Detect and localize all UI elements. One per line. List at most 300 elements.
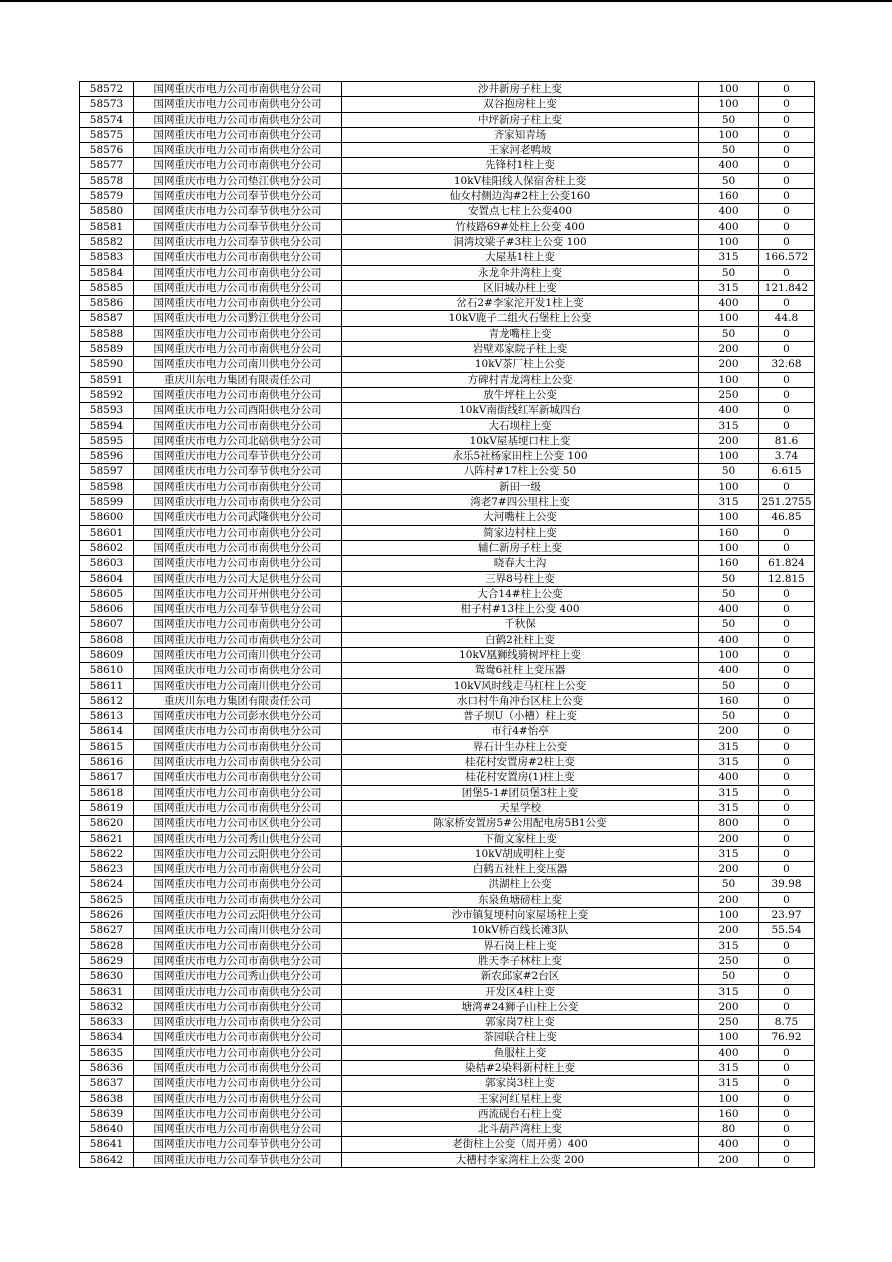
row-id-cell: 58635 xyxy=(80,1045,134,1060)
row-id-cell: 58590 xyxy=(80,357,134,372)
row-value-cell: 0 xyxy=(759,219,815,234)
row-capacity-cell: 100 xyxy=(699,647,759,662)
row-id-cell: 58641 xyxy=(80,1137,134,1152)
row-id-cell: 58610 xyxy=(80,663,134,678)
table-row xyxy=(80,82,815,97)
table-row xyxy=(80,571,815,586)
row-value-cell: 0 xyxy=(759,831,815,846)
row-value-cell: 0 xyxy=(759,204,815,219)
table-row xyxy=(80,800,815,815)
row-capacity-cell: 160 xyxy=(699,1106,759,1121)
row-capacity-cell: 315 xyxy=(699,846,759,861)
row-id-cell: 58612 xyxy=(80,693,134,708)
row-name-cell: 永乐5社杨家田柱上公变 100 xyxy=(342,449,699,464)
row-capacity-cell: 315 xyxy=(699,800,759,815)
row-id-cell: 58577 xyxy=(80,158,134,173)
table-row xyxy=(80,372,815,387)
table-row xyxy=(80,1061,815,1076)
row-value-cell: 0 xyxy=(759,1137,815,1152)
table-row xyxy=(80,892,815,907)
row-value-cell: 0 xyxy=(759,693,815,708)
row-id-cell: 58598 xyxy=(80,479,134,494)
row-value-cell: 0 xyxy=(759,403,815,418)
row-id-cell: 58591 xyxy=(80,372,134,387)
row-name-cell: 10kV南街线红军新城四台 xyxy=(342,403,699,418)
row-org-cell: 国网重庆市电力公司奉节供电分公司 xyxy=(134,1152,342,1167)
row-value-cell: 0 xyxy=(759,1106,815,1121)
row-id-cell: 58589 xyxy=(80,342,134,357)
table-row xyxy=(80,632,815,647)
row-org-cell: 国网重庆市电力公司市南供电分公司 xyxy=(134,418,342,433)
row-value-cell: 0 xyxy=(759,999,815,1014)
row-value-cell: 6.615 xyxy=(759,464,815,479)
row-org-cell: 国网重庆市电力公司市南供电分公司 xyxy=(134,250,342,265)
row-name-cell: 青龙嘴柱上变 xyxy=(342,326,699,341)
row-org-cell: 国网重庆市电力公司秀山供电分公司 xyxy=(134,969,342,984)
data-table xyxy=(79,81,815,1168)
row-value-cell: 0 xyxy=(759,1122,815,1137)
row-org-cell: 国网重庆市电力公司市南供电分公司 xyxy=(134,112,342,127)
row-org-cell: 国网重庆市电力公司市南供电分公司 xyxy=(134,938,342,953)
row-capacity-cell: 400 xyxy=(699,403,759,418)
row-value-cell: 0 xyxy=(759,984,815,999)
row-name-cell: 白鹤五社柱上变压器 xyxy=(342,862,699,877)
table-row xyxy=(80,602,815,617)
table-row xyxy=(80,755,815,770)
row-value-cell: 0 xyxy=(759,953,815,968)
table-row xyxy=(80,250,815,265)
row-capacity-cell: 315 xyxy=(699,418,759,433)
row-name-cell: 大石坝柱上变 xyxy=(342,418,699,433)
row-name-cell: 安置点七柱上公变400 xyxy=(342,204,699,219)
row-id-cell: 58639 xyxy=(80,1106,134,1121)
row-org-cell: 国网重庆市电力公司市南供电分公司 xyxy=(134,1076,342,1091)
row-value-cell: 0 xyxy=(759,892,815,907)
row-id-cell: 58596 xyxy=(80,449,134,464)
table-row xyxy=(80,433,815,448)
row-name-cell: 湾老7#四公里柱上变 xyxy=(342,495,699,510)
row-name-cell: 陈家桥安置房5#公用配电房5B1公变 xyxy=(342,816,699,831)
row-capacity-cell: 100 xyxy=(699,908,759,923)
row-value-cell: 0 xyxy=(759,173,815,188)
row-name-cell: 天星学校 xyxy=(342,800,699,815)
table-row xyxy=(80,296,815,311)
row-capacity-cell: 400 xyxy=(699,1137,759,1152)
row-capacity-cell: 100 xyxy=(699,1030,759,1045)
row-id-cell: 58605 xyxy=(80,586,134,601)
row-value-cell: 55.54 xyxy=(759,923,815,938)
row-capacity-cell: 315 xyxy=(699,1061,759,1076)
row-id-cell: 58578 xyxy=(80,173,134,188)
row-name-cell: 界石岗上柱上变 xyxy=(342,938,699,953)
row-org-cell: 国网重庆市电力公司奉节供电分公司 xyxy=(134,189,342,204)
row-value-cell: 46.85 xyxy=(759,510,815,525)
row-capacity-cell: 250 xyxy=(699,387,759,402)
table-row xyxy=(80,556,815,571)
row-name-cell: 岔石2#李家沱开发1柱上变 xyxy=(342,296,699,311)
row-capacity-cell: 100 xyxy=(699,311,759,326)
row-capacity-cell: 50 xyxy=(699,678,759,693)
table-row xyxy=(80,1137,815,1152)
row-id-cell: 58608 xyxy=(80,632,134,647)
row-capacity-cell: 200 xyxy=(699,357,759,372)
row-name-cell: 开发区4柱上变 xyxy=(342,984,699,999)
row-org-cell: 国网重庆市电力公司奉节供电分公司 xyxy=(134,464,342,479)
row-id-cell: 58621 xyxy=(80,831,134,846)
table-row xyxy=(80,953,815,968)
row-org-cell: 国网重庆市电力公司市南供电分公司 xyxy=(134,342,342,357)
row-value-cell: 0 xyxy=(759,1076,815,1091)
row-org-cell: 国网重庆市电力公司云阳供电分公司 xyxy=(134,846,342,861)
row-capacity-cell: 200 xyxy=(699,342,759,357)
table-row xyxy=(80,189,815,204)
table-row xyxy=(80,678,815,693)
row-name-cell: 胜天李子林柱上变 xyxy=(342,953,699,968)
row-value-cell: 0 xyxy=(759,785,815,800)
row-value-cell: 0 xyxy=(759,387,815,402)
table-row xyxy=(80,449,815,464)
row-value-cell: 0 xyxy=(759,1045,815,1060)
row-capacity-cell: 100 xyxy=(699,510,759,525)
table-row xyxy=(80,663,815,678)
row-capacity-cell: 50 xyxy=(699,173,759,188)
row-capacity-cell: 50 xyxy=(699,709,759,724)
row-value-cell: 0 xyxy=(759,82,815,97)
row-value-cell: 39.98 xyxy=(759,877,815,892)
table-row xyxy=(80,265,815,280)
table-row xyxy=(80,617,815,632)
row-value-cell: 76.92 xyxy=(759,1030,815,1045)
row-value-cell: 0 xyxy=(759,143,815,158)
row-value-cell: 0 xyxy=(759,189,815,204)
row-capacity-cell: 100 xyxy=(699,479,759,494)
row-value-cell: 0 xyxy=(759,739,815,754)
row-name-cell: 齐家知青场 xyxy=(342,127,699,142)
row-org-cell: 国网重庆市电力公司市南供电分公司 xyxy=(134,495,342,510)
table-row xyxy=(80,357,815,372)
row-value-cell: 0 xyxy=(759,647,815,662)
row-value-cell: 251.2755 xyxy=(759,495,815,510)
row-capacity-cell: 50 xyxy=(699,969,759,984)
row-id-cell: 58574 xyxy=(80,112,134,127)
row-org-cell: 国网重庆市电力公司市南供电分公司 xyxy=(134,1030,342,1045)
table-row xyxy=(80,693,815,708)
row-name-cell: 市行4#怡亭 xyxy=(342,724,699,739)
row-name-cell: 先锋村1柱上变 xyxy=(342,158,699,173)
table-row xyxy=(80,219,815,234)
row-capacity-cell: 400 xyxy=(699,770,759,785)
row-name-cell: 永龙伞井湾柱上变 xyxy=(342,265,699,280)
row-capacity-cell: 200 xyxy=(699,892,759,907)
row-org-cell: 重庆川东电力集团有限责任公司 xyxy=(134,693,342,708)
row-capacity-cell: 100 xyxy=(699,372,759,387)
row-id-cell: 58599 xyxy=(80,495,134,510)
row-capacity-cell: 200 xyxy=(699,724,759,739)
row-value-cell: 61.824 xyxy=(759,556,815,571)
row-value-cell: 0 xyxy=(759,265,815,280)
row-name-cell: 茶园联合柱上变 xyxy=(342,1030,699,1045)
row-org-cell: 国网重庆市电力公司市区供电分公司 xyxy=(134,816,342,831)
row-org-cell: 国网重庆市电力公司奉节供电分公司 xyxy=(134,602,342,617)
row-capacity-cell: 50 xyxy=(699,586,759,601)
table-row xyxy=(80,586,815,601)
row-org-cell: 国网重庆市电力公司彭水供电分公司 xyxy=(134,709,342,724)
row-org-cell: 国网重庆市电力公司市南供电分公司 xyxy=(134,632,342,647)
row-id-cell: 58630 xyxy=(80,969,134,984)
row-id-cell: 58581 xyxy=(80,219,134,234)
row-name-cell: 10kV茶厂柱上公变 xyxy=(342,357,699,372)
row-capacity-cell: 100 xyxy=(699,540,759,555)
row-org-cell: 国网重庆市电力公司大足供电分公司 xyxy=(134,571,342,586)
row-name-cell: 下衙文家柱上变 xyxy=(342,831,699,846)
row-capacity-cell: 100 xyxy=(699,234,759,249)
table-row xyxy=(80,1076,815,1091)
row-name-cell: 洞湾坟梁子#3柱上公变 100 xyxy=(342,234,699,249)
row-capacity-cell: 160 xyxy=(699,556,759,571)
table-row xyxy=(80,234,815,249)
row-org-cell: 国网重庆市电力公司市南供电分公司 xyxy=(134,387,342,402)
row-org-cell: 国网重庆市电力公司市南供电分公司 xyxy=(134,265,342,280)
row-name-cell: 界石计生办柱上公变 xyxy=(342,739,699,754)
row-name-cell: 柑子村#13柱上公变 400 xyxy=(342,602,699,617)
row-org-cell: 国网重庆市电力公司黔江供电分公司 xyxy=(134,311,342,326)
row-id-cell: 58606 xyxy=(80,602,134,617)
row-value-cell: 0 xyxy=(759,846,815,861)
row-org-cell: 国网重庆市电力公司市南供电分公司 xyxy=(134,326,342,341)
row-id-cell: 58626 xyxy=(80,908,134,923)
row-name-cell: 晓春大土沟 xyxy=(342,556,699,571)
row-capacity-cell: 315 xyxy=(699,938,759,953)
table-row xyxy=(80,1030,815,1045)
row-id-cell: 58609 xyxy=(80,647,134,662)
row-org-cell: 国网重庆市电力公司市南供电分公司 xyxy=(134,479,342,494)
table-row xyxy=(80,143,815,158)
row-id-cell: 58588 xyxy=(80,326,134,341)
row-value-cell: 0 xyxy=(759,678,815,693)
row-capacity-cell: 315 xyxy=(699,250,759,265)
row-org-cell: 国网重庆市电力公司奉节供电分公司 xyxy=(134,234,342,249)
row-name-cell: 鸳鸯6社柱上变压器 xyxy=(342,663,699,678)
table-row xyxy=(80,112,815,127)
row-capacity-cell: 100 xyxy=(699,97,759,112)
row-id-cell: 58585 xyxy=(80,280,134,295)
row-name-cell: 沙市镇复埂村向家屋场柱上变 xyxy=(342,908,699,923)
row-value-cell: 3.74 xyxy=(759,449,815,464)
row-org-cell: 国网重庆市电力公司酉阳供电分公司 xyxy=(134,403,342,418)
row-id-cell: 58615 xyxy=(80,739,134,754)
row-value-cell: 0 xyxy=(759,372,815,387)
row-id-cell: 58575 xyxy=(80,127,134,142)
row-org-cell: 国网重庆市电力公司市南供电分公司 xyxy=(134,663,342,678)
table-row xyxy=(80,403,815,418)
row-capacity-cell: 315 xyxy=(699,280,759,295)
row-capacity-cell: 200 xyxy=(699,923,759,938)
row-name-cell: 染桔#2染料新村柱上变 xyxy=(342,1061,699,1076)
table-row xyxy=(80,877,815,892)
table-row xyxy=(80,525,815,540)
row-name-cell: 千秋保 xyxy=(342,617,699,632)
table-row xyxy=(80,862,815,877)
row-capacity-cell: 315 xyxy=(699,785,759,800)
row-value-cell: 0 xyxy=(759,586,815,601)
row-id-cell: 58631 xyxy=(80,984,134,999)
row-id-cell: 58634 xyxy=(80,1030,134,1045)
table-row xyxy=(80,510,815,525)
row-org-cell: 国网重庆市电力公司市南供电分公司 xyxy=(134,1061,342,1076)
row-capacity-cell: 400 xyxy=(699,158,759,173)
row-org-cell: 国网重庆市电力公司市南供电分公司 xyxy=(134,862,342,877)
table-row xyxy=(80,540,815,555)
row-id-cell: 58592 xyxy=(80,387,134,402)
row-capacity-cell: 200 xyxy=(699,831,759,846)
row-org-cell: 国网重庆市电力公司武隆供电分公司 xyxy=(134,510,342,525)
row-name-cell: 双谷抱房柱上变 xyxy=(342,97,699,112)
row-value-cell: 0 xyxy=(759,724,815,739)
table-body xyxy=(80,82,815,1168)
row-value-cell: 0 xyxy=(759,862,815,877)
row-value-cell: 23.97 xyxy=(759,908,815,923)
row-org-cell: 国网重庆市电力公司市南供电分公司 xyxy=(134,525,342,540)
row-capacity-cell: 80 xyxy=(699,1122,759,1137)
row-org-cell: 国网重庆市电力公司北碚供电分公司 xyxy=(134,433,342,448)
row-value-cell: 8.75 xyxy=(759,1015,815,1030)
row-id-cell: 58587 xyxy=(80,311,134,326)
row-name-cell: 鱼服柱上变 xyxy=(342,1045,699,1060)
row-org-cell: 国网重庆市电力公司市南供电分公司 xyxy=(134,770,342,785)
row-name-cell: 老街柱上公变（周开勇）400 xyxy=(342,1137,699,1152)
table-row xyxy=(80,342,815,357)
row-value-cell: 121.842 xyxy=(759,280,815,295)
row-name-cell: 区旧城办柱上变 xyxy=(342,280,699,295)
row-id-cell: 58620 xyxy=(80,816,134,831)
row-id-cell: 58638 xyxy=(80,1091,134,1106)
row-value-cell: 166.572 xyxy=(759,250,815,265)
table-row xyxy=(80,724,815,739)
row-id-cell: 58642 xyxy=(80,1152,134,1167)
row-org-cell: 国网重庆市电力公司奉节供电分公司 xyxy=(134,1137,342,1152)
row-org-cell: 国网重庆市电力公司市南供电分公司 xyxy=(134,143,342,158)
row-name-cell: 新田一级 xyxy=(342,479,699,494)
row-org-cell: 国网重庆市电力公司市南供电分公司 xyxy=(134,296,342,311)
row-org-cell: 国网重庆市电力公司奉节供电分公司 xyxy=(134,204,342,219)
row-name-cell: 东泉鱼塘磅柱上变 xyxy=(342,892,699,907)
row-capacity-cell: 100 xyxy=(699,82,759,97)
row-capacity-cell: 400 xyxy=(699,602,759,617)
table-row xyxy=(80,1015,815,1030)
row-name-cell: 桂花村安置房#2柱上变 xyxy=(342,755,699,770)
row-name-cell: 简家边村柱上变 xyxy=(342,525,699,540)
row-capacity-cell: 400 xyxy=(699,1045,759,1060)
row-org-cell: 国网重庆市电力公司市南供电分公司 xyxy=(134,82,342,97)
row-name-cell: 新农邱家#2台区 xyxy=(342,969,699,984)
row-name-cell: 大合14#柱上公变 xyxy=(342,586,699,601)
row-name-cell: 10kV桂阳线人保宿舍柱上变 xyxy=(342,173,699,188)
row-value-cell: 0 xyxy=(759,234,815,249)
row-capacity-cell: 400 xyxy=(699,204,759,219)
row-name-cell: 放牛坪柱上公变 xyxy=(342,387,699,402)
table-row xyxy=(80,984,815,999)
table-row xyxy=(80,1152,815,1167)
row-id-cell: 58607 xyxy=(80,617,134,632)
row-name-cell: 10kV风时线走马杠柱上公变 xyxy=(342,678,699,693)
row-capacity-cell: 160 xyxy=(699,693,759,708)
row-capacity-cell: 400 xyxy=(699,296,759,311)
table-row xyxy=(80,831,815,846)
table-row xyxy=(80,418,815,433)
row-value-cell: 0 xyxy=(759,800,815,815)
row-value-cell: 0 xyxy=(759,525,815,540)
row-value-cell: 0 xyxy=(759,617,815,632)
row-org-cell: 国网重庆市电力公司秀山供电分公司 xyxy=(134,831,342,846)
row-id-cell: 58603 xyxy=(80,556,134,571)
row-id-cell: 58618 xyxy=(80,785,134,800)
row-value-cell: 32.68 xyxy=(759,357,815,372)
row-capacity-cell: 315 xyxy=(699,739,759,754)
row-capacity-cell: 800 xyxy=(699,816,759,831)
row-id-cell: 58604 xyxy=(80,571,134,586)
row-id-cell: 58580 xyxy=(80,204,134,219)
row-id-cell: 58576 xyxy=(80,143,134,158)
row-value-cell: 81.6 xyxy=(759,433,815,448)
row-org-cell: 国网重庆市电力公司市南供电分公司 xyxy=(134,1106,342,1121)
table-row xyxy=(80,1122,815,1137)
row-value-cell: 0 xyxy=(759,127,815,142)
row-org-cell: 国网重庆市电力公司市南供电分公司 xyxy=(134,1122,342,1137)
row-name-cell: 10kV桥百线长滩3队 xyxy=(342,923,699,938)
table-row xyxy=(80,923,815,938)
row-value-cell: 0 xyxy=(759,418,815,433)
row-value-cell: 0 xyxy=(759,112,815,127)
row-id-cell: 58593 xyxy=(80,403,134,418)
row-org-cell: 国网重庆市电力公司南川供电分公司 xyxy=(134,923,342,938)
row-name-cell: 郭家岗7柱上变 xyxy=(342,1015,699,1030)
row-org-cell: 国网重庆市电力公司南川供电分公司 xyxy=(134,647,342,662)
row-id-cell: 58614 xyxy=(80,724,134,739)
table-row xyxy=(80,479,815,494)
row-id-cell: 58582 xyxy=(80,234,134,249)
table-row xyxy=(80,326,815,341)
row-org-cell: 国网重庆市电力公司奉节供电分公司 xyxy=(134,449,342,464)
row-name-cell: 沙井新房子柱上变 xyxy=(342,82,699,97)
row-capacity-cell: 315 xyxy=(699,1076,759,1091)
row-org-cell: 国网重庆市电力公司市南供电分公司 xyxy=(134,724,342,739)
row-name-cell: 塘湾#24狮子山柱上公变 xyxy=(342,999,699,1014)
top-rule xyxy=(0,0,892,2)
row-value-cell: 0 xyxy=(759,342,815,357)
row-name-cell: 10kV凰狮线骑树坪柱上变 xyxy=(342,647,699,662)
row-name-cell: 大屋基1柱上变 xyxy=(342,250,699,265)
row-id-cell: 58616 xyxy=(80,755,134,770)
row-value-cell: 0 xyxy=(759,326,815,341)
row-capacity-cell: 400 xyxy=(699,632,759,647)
row-name-cell: 洪湖柱上公变 xyxy=(342,877,699,892)
row-capacity-cell: 50 xyxy=(699,617,759,632)
row-capacity-cell: 100 xyxy=(699,1091,759,1106)
table-row xyxy=(80,1045,815,1060)
row-id-cell: 58579 xyxy=(80,189,134,204)
row-org-cell: 国网重庆市电力公司市南供电分公司 xyxy=(134,540,342,555)
row-org-cell: 国网重庆市电力公司南川供电分公司 xyxy=(134,678,342,693)
row-id-cell: 58625 xyxy=(80,892,134,907)
row-org-cell: 国网重庆市电力公司市南供电分公司 xyxy=(134,556,342,571)
row-org-cell: 国网重庆市电力公司市南供电分公司 xyxy=(134,617,342,632)
table-row xyxy=(80,709,815,724)
row-name-cell: 白鹤2社柱上变 xyxy=(342,632,699,647)
row-org-cell: 国网重庆市电力公司开州供电分公司 xyxy=(134,586,342,601)
row-id-cell: 58595 xyxy=(80,433,134,448)
row-org-cell: 国网重庆市电力公司市南供电分公司 xyxy=(134,1091,342,1106)
row-id-cell: 58597 xyxy=(80,464,134,479)
